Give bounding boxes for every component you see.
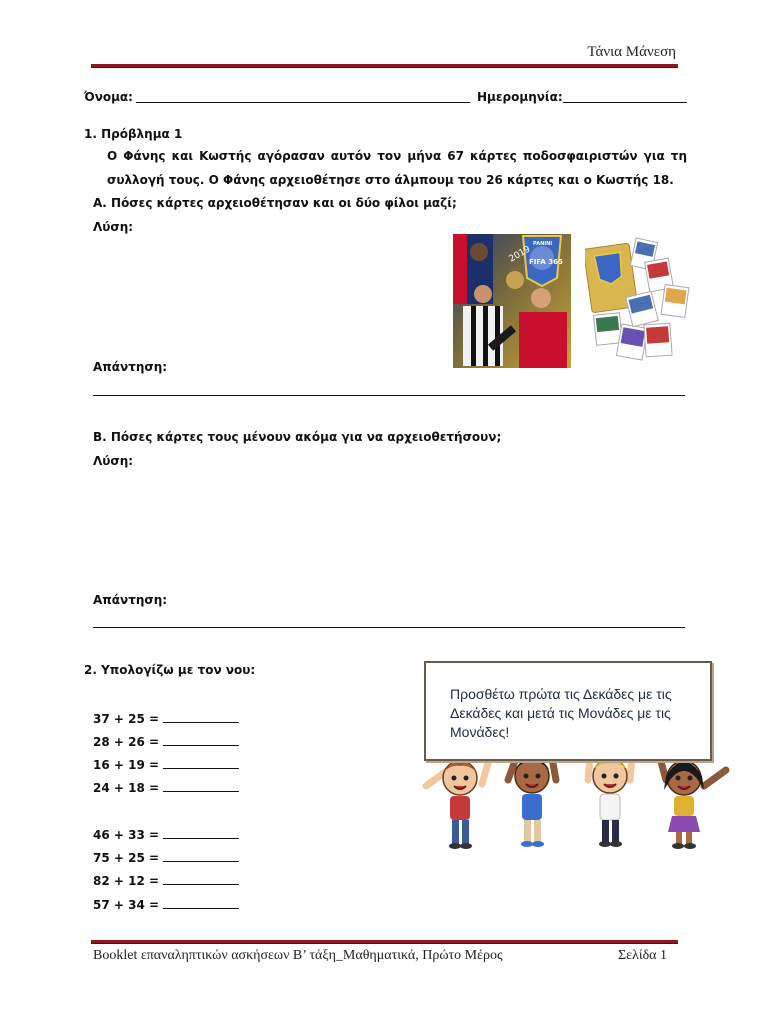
date-label: Ημερομηνία: bbox=[477, 90, 563, 104]
sum-row bbox=[93, 756, 239, 772]
name-field[interactable] bbox=[136, 90, 470, 103]
problem1-title: 1. Πρόβλημα 1 bbox=[84, 127, 183, 141]
footer-rule bbox=[91, 940, 678, 944]
sum-expression: 16 + 19 = bbox=[93, 758, 160, 772]
sum-expression: 24 + 18 = bbox=[93, 781, 160, 795]
sum-answer-field[interactable] bbox=[163, 756, 239, 769]
sum-expression: 37 + 25 = bbox=[93, 712, 160, 726]
sum-row bbox=[93, 779, 239, 795]
sum-row bbox=[93, 733, 239, 749]
header-rule bbox=[91, 64, 678, 68]
solution-label-a: Λύση: bbox=[93, 220, 134, 234]
sum-answer-field[interactable] bbox=[163, 896, 239, 909]
name-label: Όνομα: bbox=[84, 90, 133, 104]
answer-line-a[interactable] bbox=[93, 395, 685, 396]
sum-row bbox=[93, 710, 239, 726]
sum-expression: 28 + 26 = bbox=[93, 735, 160, 749]
answer-label-a: Απάντηση: bbox=[93, 360, 168, 374]
problem2-title: 2. Υπολογίζω με τον νου: bbox=[84, 663, 256, 677]
question-a: Α. Πόσες κάρτες αρχειοθέτησαν και οι δύο φίλοι μαζί; bbox=[93, 196, 457, 210]
sum-answer-field[interactable] bbox=[163, 849, 239, 862]
problem1-text: Ο Φάνης και Κωστής αγόρασαν αυτόν τον μήνα 67 κάρτες ποδοσφαιριστών για τη συλλογή τους. Ο Φάνης αρχειοθέτησε στο άλμπουμ του 26 κάρτες και ο Κωστής 18. bbox=[107, 149, 687, 187]
hint-sign bbox=[424, 661, 712, 761]
footer-booklet-title: Booklet επαναληπτικών ασκήσεων Β’ τάξη_Μαθηματικά, Πρώτο Μέρος bbox=[93, 948, 503, 963]
album-brand: FIFA 365 bbox=[529, 258, 563, 266]
answer-label-b: Απάντηση: bbox=[93, 593, 168, 607]
footer-page-number: Σελίδα 1 bbox=[618, 948, 668, 963]
sum-answer-field[interactable] bbox=[163, 733, 239, 746]
sum-row bbox=[93, 826, 239, 842]
sum-row bbox=[93, 872, 239, 888]
question-b: Β. Πόσες κάρτες τους μένουν ακόμα για να αρχειοθετήσουν; bbox=[93, 430, 502, 444]
sum-row bbox=[93, 849, 239, 865]
hint-sign-text: Προσθέτω πρώτα τις Δεκάδες με τις Δεκάδες και μετά τις Μονάδες με τις Μονάδες! bbox=[450, 686, 672, 740]
album-year: 2019 bbox=[507, 244, 533, 265]
solution-label-b: Λύση: bbox=[93, 454, 134, 468]
sum-answer-field[interactable] bbox=[163, 710, 239, 723]
album-cover-image bbox=[453, 234, 571, 368]
answer-line-b[interactable] bbox=[93, 627, 685, 628]
stickers-image bbox=[585, 234, 690, 364]
date-field[interactable] bbox=[563, 90, 687, 103]
author-name: Τάνια Μάνεση bbox=[587, 44, 676, 60]
sum-row bbox=[93, 896, 239, 912]
sum-answer-field[interactable] bbox=[163, 826, 239, 839]
sum-answer-field[interactable] bbox=[163, 779, 239, 792]
sum-expression: 46 + 33 = bbox=[93, 828, 160, 842]
album-publisher: PANINI bbox=[533, 241, 553, 247]
sum-expression: 57 + 34 = bbox=[93, 898, 160, 912]
sum-expression: 82 + 12 = bbox=[93, 874, 160, 888]
sum-answer-field[interactable] bbox=[163, 872, 239, 885]
sum-expression: 75 + 25 = bbox=[93, 851, 160, 865]
